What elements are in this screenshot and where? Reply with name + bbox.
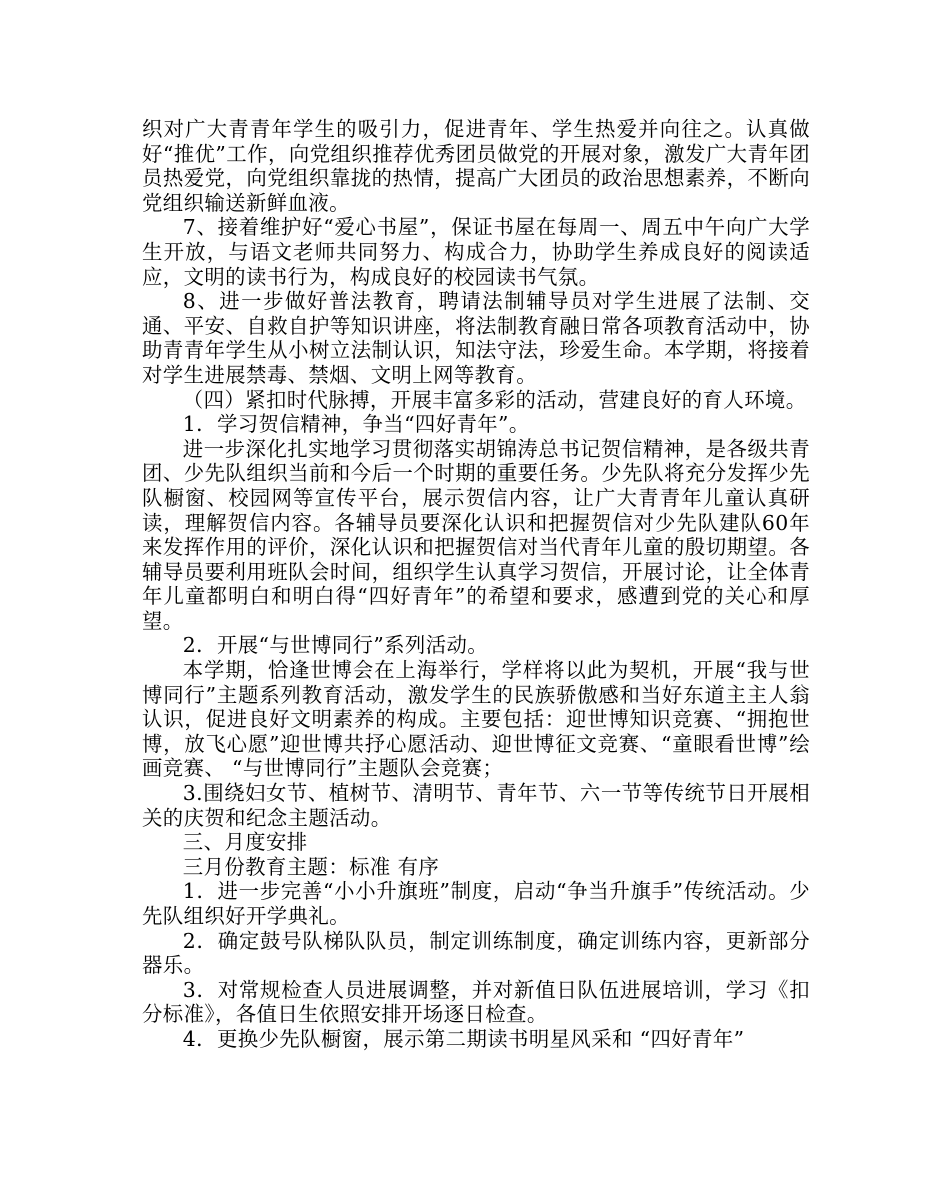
paragraph: 2．确定鼓号队梯队队员，制定训练制度，确定训练内容，更新部分器乐。 (142, 928, 810, 978)
item-heading: 1．学习贺信精神，争当“四好青年”。 (182, 412, 530, 437)
section-heading: （四）紧扣时代脉搏，开展丰富多彩的活动，营建良好的育人环境。 (182, 387, 807, 412)
paragraph: 进一步深化扎实地学习贯彻落实胡锦涛总书记贺信精神，是各级共青团、少先队组织当前和今后一个时期的重要任务。少先队将充分发挥少先队橱窗、校园网等宣传平台，展示贺信内容，让广大青青年儿童认真研读，理解贺信内容。各辅导员要深化认识和把握贺信对少先队建队60年来发挥作用的评价，深化认识和把握贺信对当代青年儿童的殷切期望。各辅导员要利用班队会时间，组织学生认真学习贺信，开展讨论，让全体青年儿童都明白和明白得“四好青年”的希望和要求，感遭到党的关心和厚望。 (142, 436, 810, 633)
document-page (142, 117, 810, 1052)
paragraph: 3.围绕妇女节、植树节、清明节、青年节、六一节等传统节日开展相关的庆贺和纪念主题活动。 (142, 781, 810, 830)
paragraph: 7、接着维护好“爱心书屋”，保证书屋在每周一、周五中午向广大学生开放，与语文老师共同努力、构成合力，协助学生养成良好的阅读适应，文明的读书行为，构成良好的校园读书气氛。 (142, 215, 810, 289)
item-heading: 2．开展“与世博同行”系列活动。 (182, 633, 489, 658)
paragraph: 3．对常规检查人员进展调整，并对新值日队伍进展培训，学习《扣分标准》，各值日生依照安排开场逐日检查。 (142, 977, 810, 1027)
paragraph: 1．进一步完善“小小升旗班”制度，启动“争当升旗手”传统活动。少先队组织好开学典礼。 (142, 879, 810, 928)
paragraph: 织对广大青青年学生的吸引力，促进青年、学生热爱并向往之。认真做好“推优”工作，向党组织推荐优秀团员做党的开展对象，激发广大青年团员热爱党，向党组织靠拢的热情，提高广大团员的政治思想素养，不断向党组织输送新鲜血液。 (142, 117, 810, 215)
paragraph: 本学期，恰逢世博会在上海举行，学样将以此为契机，开展“我与世博同行”主题系列教育活动，激发学生的民族骄傲感和当好东道主主人翁认识，促进良好文明素养的构成。主要包括：迎世博知识竞赛、“拥抱世博，放飞心愿”迎世博共抒心愿活动、迎世博征文竞赛、“童眼看世博”绘画竞赛、 “与世博同行”主题队会竞赛； (142, 658, 810, 781)
month-theme: 三月份教育主题：标准 有序 (182, 854, 440, 879)
paragraph: 4．更换少先队橱窗，展示第二期读书明星风采和 “四好青年” (182, 1026, 745, 1051)
paragraph: 8、进一步做好普法教育，聘请法制辅导员对学生进展了法制、交通、平安、自救自护等知识讲座，将法制教育融日常各项教育活动中，协助青青年学生从小树立法制认识，知法守法，珍爱生命。本学期，将接着对学生进展禁毒、禁烟、文明上网等教育。 (142, 289, 810, 387)
section-heading: 三、月度安排 (182, 830, 308, 855)
